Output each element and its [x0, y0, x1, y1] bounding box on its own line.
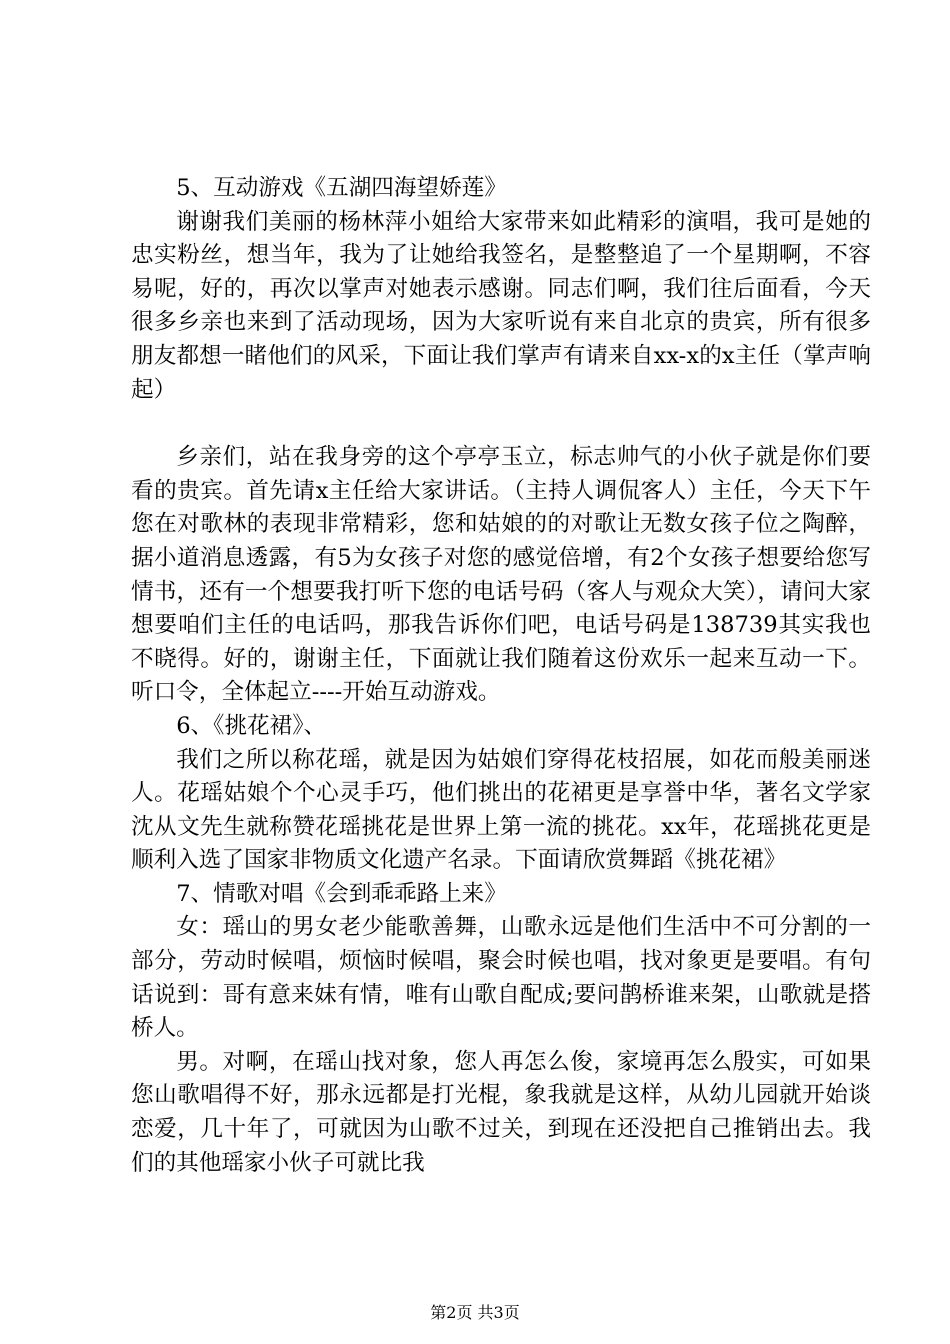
- paragraph-male-dialogue: 男。对啊，在瑶山找对象，您人再怎么俊，家境再怎么殷实，可如果您山歌唱得不好，那永远都是打光棍，象我就是这样，从幼儿园就开始谈恋爱，几十年了，可就因为山歌不过关，到现在还没把自己推销出去。我们的其他瑶家小伙子可就比我: [131, 1048, 871, 1176]
- section-heading-7: 7、情歌对唱《会到乖乖路上来》: [176, 880, 507, 907]
- paragraph-introduce-guest: 乡亲们，站在我身旁的这个亭亭玉立，标志帅气的小伙子就是你们要看的贵宾。首先请x主任给大家讲话。（主持人调侃客人）主任，今天下午您在对歌林的表现非常精彩，您和姑娘的的对歌让无数女孩子位之陶醉，据小道消息透露，有5为女孩子对您的感觉倍增，有2个女孩子想要给您写情书，还有一个想要我打听下您的电话号码（客人与观众大笑），请问大家想要咱们主任的电话吗，那我告诉你们吧，电话号码是138739其实我也不晓得。好的，谢谢主任，下面就让我们随着这份欢乐一起来互动一下。听口令，全体起立----开始互动游戏。: [131, 444, 871, 706]
- document-body: [131, 172, 871, 1180]
- paragraph-gap: [131, 407, 871, 441]
- page-number-footer: 第2页 共3页: [430, 1303, 520, 1322]
- section-heading-5: 5、互动游戏《五湖四海望娇莲》: [176, 175, 507, 201]
- paragraph-female-dialogue: 女：瑶山的男女老少能歌善舞，山歌永远是他们生活中不可分割的一部分，劳动时候唱，烦恼时候唱，聚会时候也唱，找对象更是要唱。有句话说到：哥有意来妹有情，唯有山歌自配成;要问鹊桥谁来架，山歌就是搭桥人。: [131, 914, 871, 1042]
- section-heading-6: 6、《挑花裙》、: [176, 712, 327, 739]
- paragraph-thanks-singer: 谢谢我们美丽的杨林萍小姐给大家带来如此精彩的演唱，我可是她的忠实粉丝，想当年，我为了让她给我签名，是整整追了一个星期啊，不容易呢，好的，再次以掌声对她表示感谢。同志们啊，我们往后面看，今天很多乡亲也来到了活动现场，因为大家听说有来自北京的贵宾，所有很多朋友都想一睹他们的风采，下面让我们掌声有请来自xx-x的x主任（掌声响起）: [131, 208, 871, 403]
- paragraph-flower-skirt: 我们之所以称花瑶，就是因为姑娘们穿得花枝招展，如花而般美丽迷人。花瑶姑娘个个心灵手巧，他们挑出的花裙更是享誉中华，著名文学家沈从文先生就称赞花瑶挑花是世界上第一流的挑花。xx年，花瑶挑花更是顺利入选了国家非物质文化遗产名录。下面请欣赏舞蹈《挑花裙》: [131, 746, 871, 874]
